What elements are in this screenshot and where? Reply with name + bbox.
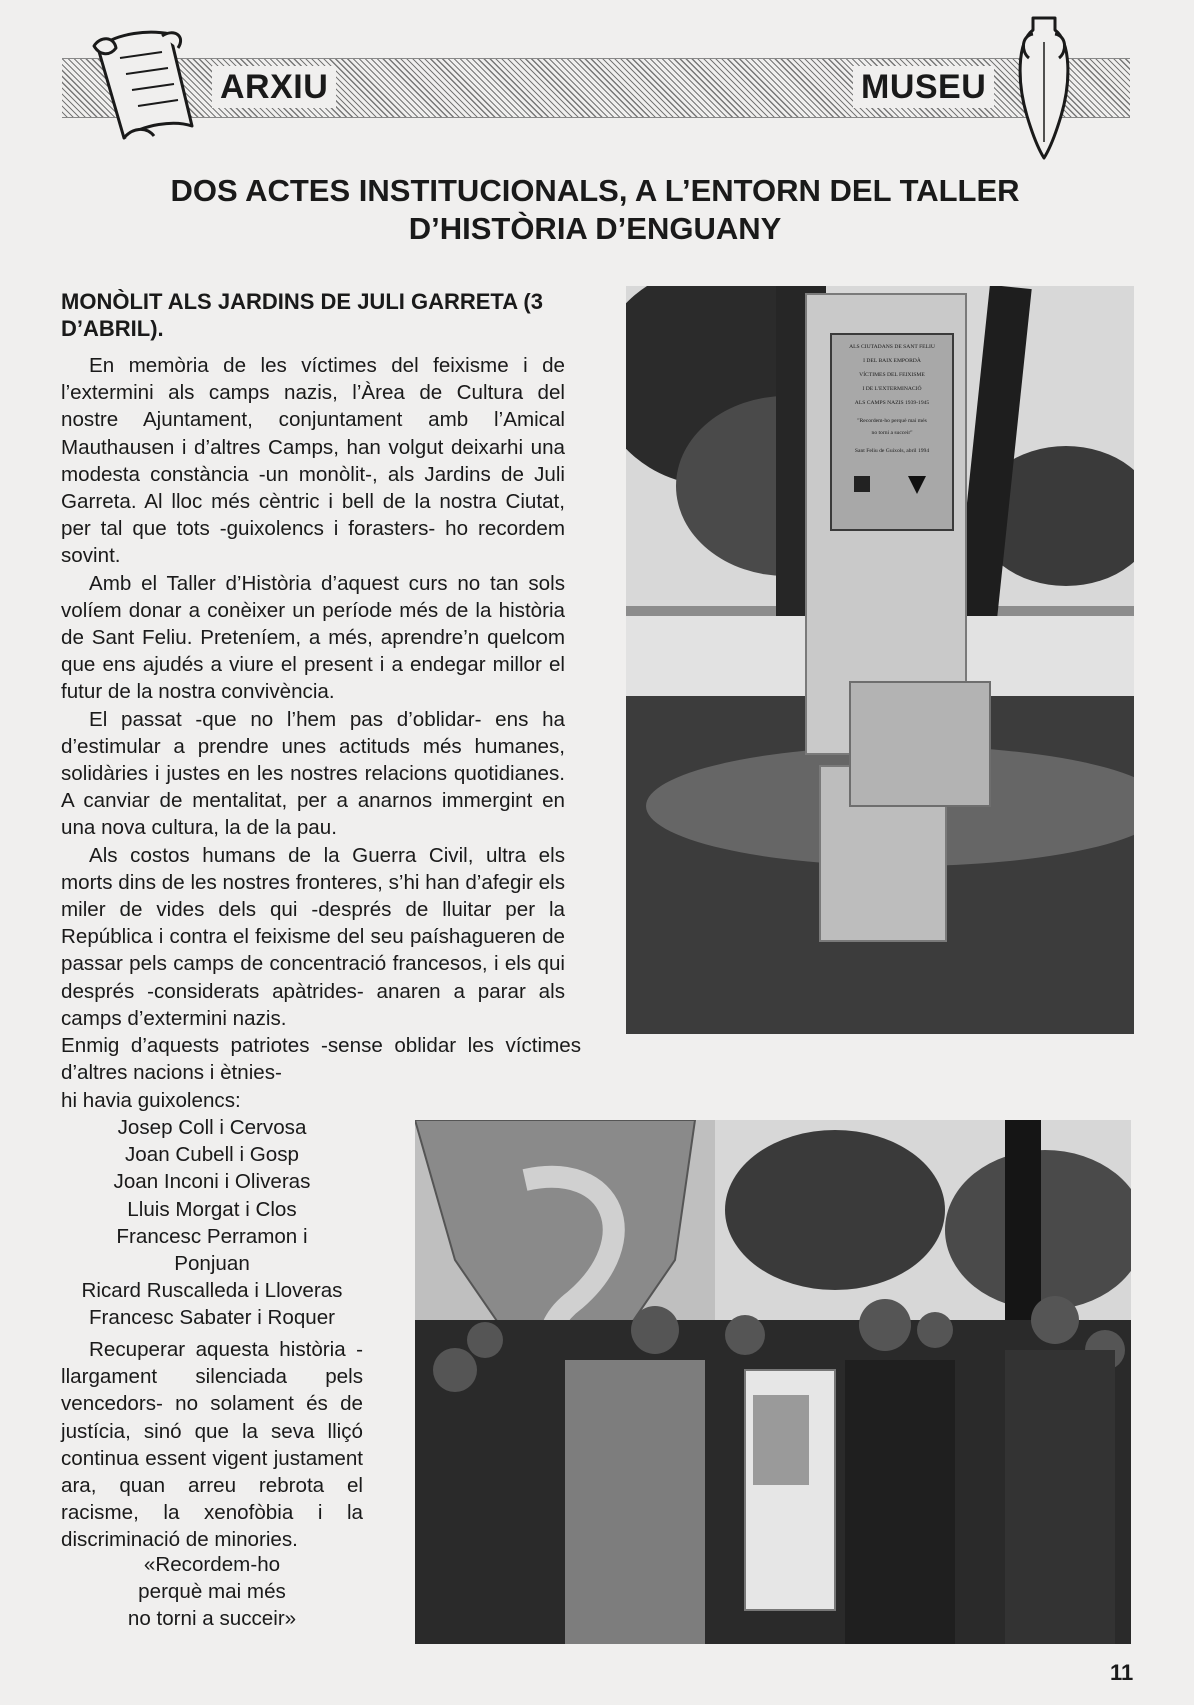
header-label-museu: MUSEU [853, 66, 994, 108]
quote-line: «Recordem-ho [143, 1553, 281, 1576]
quote-line: perquè mai més [138, 1580, 286, 1604]
closing-paragraph [61, 1336, 363, 1554]
ceremony-photo [415, 1120, 1131, 1644]
list-item: Francesc Sabater i Roquer [88, 1306, 336, 1330]
quote-line: no torni a succeir» [127, 1607, 297, 1631]
section-subhead: MONÒLIT ALS JARDINS DE JULI GARRETA (3 D’ABRIL). [61, 289, 543, 341]
plaque-line: I DE L'EXTERMINACIÓ [862, 386, 922, 392]
names-list [61, 1114, 363, 1332]
scroll-icon [88, 26, 198, 144]
amphora-icon [1015, 12, 1073, 160]
plaque-line: Sant Feliu de Guíxols, abril 1994 [854, 448, 930, 454]
paragraph: Als costos humans de la Guerra Civil, ultra els morts dins de les nostres fronteres, s’hi han d’afegir els miler de vides dels qui -després de lluitar per la República i contra el feixisme del seu paíshagueren de passar pels camps de concentració francesos, i els qui després -considerats apàtrides- anaren a parar als camps d’extermini nazis. [61, 843, 565, 1030]
paragraph-text: Enmig d’aquests patriotes -sense oblidar les víctimes d’altres nacions i ètnies- [61, 1034, 581, 1085]
shield-emblem-icon [854, 476, 870, 492]
monolith-photo [626, 286, 1134, 1034]
list-item: Joan Cubell i Gosp [124, 1143, 299, 1167]
list-item: Ponjuan [174, 1252, 250, 1276]
title-line-1: DOS ACTES INSTITUCIONALS, A L’ENTORN DEL TALLER [170, 173, 1020, 208]
plaque-line: no torni a succeir" [871, 430, 913, 436]
paragraph: El passat -que no l’hem pas d’oblidar- ens ha d’estimular a prendre unes actituds més humanes, solidàries i justes en les nostres relacions quotidianes. A canviar de mentalitat, per a anarnos immergint en una nova cultura, la de la pau. [61, 707, 565, 840]
list-item: Francesc Perramon i [116, 1224, 308, 1248]
title-line-2: D’HISTÒRIA D’ENGUANY [408, 211, 782, 246]
list-item: Ricard Ruscalleda i Lloveras [81, 1279, 343, 1303]
paragraph: Amb el Taller d’Història d’aquest curs no tan sols volíem donar a conèixer un període més de la història de Sant Feliu. Preteníem, a més, aprendre’n quelcom que ens ajudés a viure el present i a endegar millor el futur de la nostra convivència. [61, 571, 565, 704]
closing-quote [61, 1551, 363, 1633]
plaque-line: I DEL BAIX EMPORDÀ [863, 358, 921, 364]
list-item: Joan Inconi i Oliveras [113, 1170, 311, 1194]
article-body [61, 352, 581, 1086]
page-title [110, 172, 1080, 248]
list-item: Josep Coll i Cervosa [117, 1116, 307, 1139]
page-number: 11 [1110, 1660, 1134, 1685]
header-label-arxiu: ARXIU [212, 66, 336, 108]
paragraph [61, 1032, 581, 1086]
plaque-line: ALS CAMPS NAZIS 1939-1945 [854, 400, 930, 406]
paragraph: Recuperar aquesta història -llargament silenciada pels vencedors- no solament és de justícia, sinó que la seva lliçó continua essent vigent justament ara, quan arreu rebrota el racisme, la xenofòbia i la discriminació de minories. [61, 1338, 363, 1552]
plaque-line: "Recordem-ho perquè mai més [857, 418, 927, 424]
plaque-line: ALS CIUTADANS DE SANT FELIU [849, 344, 935, 350]
list-item: Lluis Morgat i Clos [127, 1197, 297, 1221]
paragraph: En memòria de les víctimes del feixisme i de l’extermini als camps nazis, l’Àrea de Cultura del nostre Ajuntament, conjuntament amb l’Amical Mauthausen i d’altres Camps, han volgut deixarhi una modesta constància -un monòlit-, als Jardins de Juli Garreta. Al lloc més cèntric i bell de la nostra Ciutat, per tal que tots -guixolencs i forasters- ho recordem sovint. [61, 354, 565, 568]
plaque-line: VÍCTIMES DEL FEIXISME [859, 372, 925, 378]
paragraph-end: hi havia guixolencs: [61, 1089, 241, 1112]
